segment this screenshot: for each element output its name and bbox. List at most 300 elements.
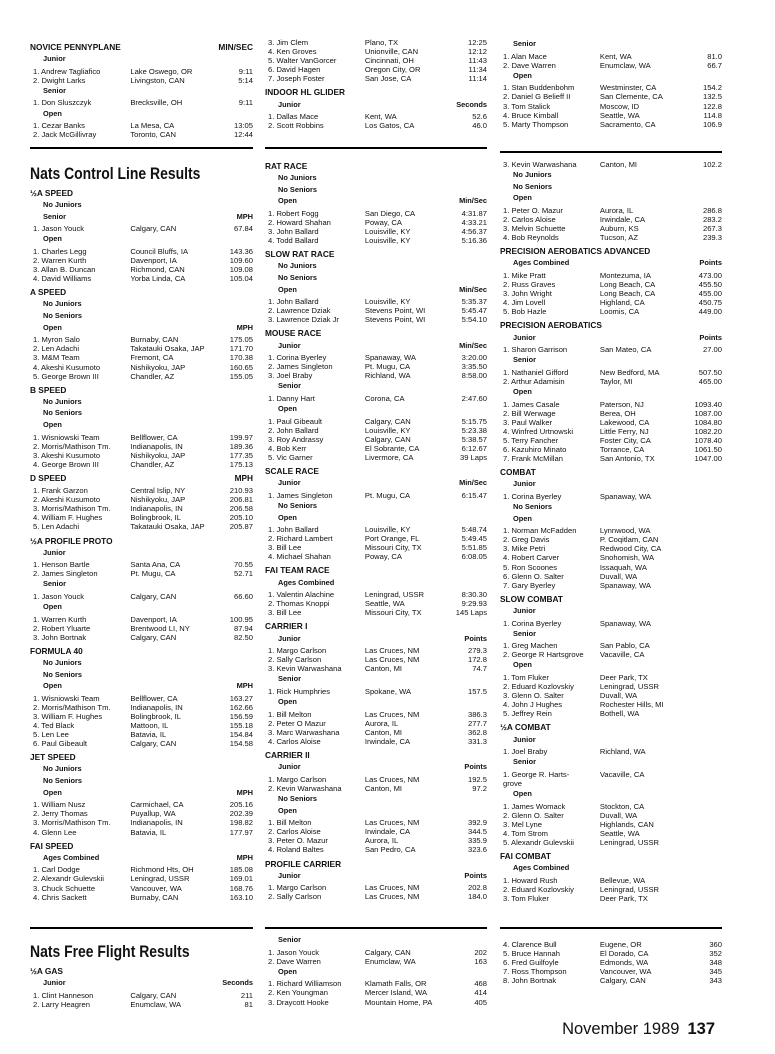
competitor-location: Central Islip, NY — [130, 486, 186, 496]
competitor-location: Leningrad, USSR — [130, 874, 190, 884]
competitor-location: Stockton, CA — [599, 801, 645, 811]
competitor-name: 5. Len Adachi — [33, 522, 80, 532]
event-block — [500, 940, 722, 985]
result-value: 6:12.67 — [461, 443, 487, 453]
result-row — [30, 809, 253, 818]
competitor-location: Kent, WA — [364, 112, 397, 122]
competitor-name: 5. Bob Hazle — [503, 307, 547, 317]
result-value: 198.82 — [229, 818, 253, 828]
event-block — [30, 967, 253, 1009]
competitor-name: 1. Myron Salo — [33, 335, 80, 345]
competitor-name: 2. George R Hartsgrove — [503, 650, 584, 660]
class-label — [278, 807, 487, 816]
result-value — [682, 829, 722, 838]
competitor-name: 2. Morris/Mathison Tm. — [33, 702, 111, 712]
section-divider — [30, 927, 253, 929]
competitor-location: Edmonds, WA — [599, 958, 649, 968]
competitor-name: 3. Chuck Schuette — [33, 883, 96, 893]
competitor-name: 1. James Womack — [503, 801, 566, 811]
result-row — [500, 802, 722, 811]
competitor-name: 1. Mike Pratt — [503, 270, 546, 280]
top-column-3 — [500, 38, 722, 130]
competitor-location: Chandler, AZ — [130, 459, 175, 469]
event-block — [500, 723, 722, 847]
competitor-name: 3. Morris/Mathison Tm. — [33, 818, 111, 828]
result-value: 1082.20 — [694, 426, 722, 436]
class-label — [278, 405, 487, 414]
result-row — [265, 394, 487, 403]
result-value: 277.7 — [467, 718, 487, 728]
class-name: No Seniors — [278, 794, 318, 803]
result-value: 70.55 — [233, 560, 253, 570]
competitor-location: Enumclaw, WA — [364, 956, 416, 966]
competitor-name: 3. Peter O. Mazur — [268, 836, 328, 846]
result-row — [30, 451, 253, 460]
competitor-location: Burnaby, CAN — [130, 892, 179, 902]
competitor-name: 1. Wisniowski Team — [33, 432, 100, 442]
competitor-location: Richland, WA — [364, 371, 411, 381]
event-title — [500, 723, 722, 732]
unit-label: MPH — [234, 473, 253, 483]
result-row — [30, 513, 253, 522]
event-block — [265, 88, 487, 130]
result-row — [265, 47, 487, 56]
class-name: Senior — [43, 86, 66, 95]
class-label — [513, 183, 722, 192]
control-line-column-3 — [500, 160, 722, 924]
result-value: 6:15.47 — [461, 490, 487, 500]
competitor-location: Missouri City, TX — [364, 608, 422, 618]
competitor-name: 1. Peter O. Mazur — [503, 205, 563, 215]
class-name: Junior — [513, 480, 536, 489]
event-name: A SPEED — [30, 288, 67, 298]
result-value: 5:38.57 — [461, 434, 487, 444]
result-value: 205.16 — [229, 800, 253, 810]
class-name: Junior — [43, 548, 66, 557]
class-name: Senior — [278, 382, 301, 391]
result-value: 87.94 — [233, 623, 253, 633]
competitor-location: Las Cruces, NM — [364, 892, 420, 902]
result-value: 143.36 — [229, 246, 253, 256]
competitor-name: 1. Paul Gibeault — [268, 416, 323, 426]
event-name: FAI COMBAT — [500, 852, 552, 862]
result-row — [500, 572, 722, 581]
competitor-location: Calgary, CAN — [364, 947, 411, 957]
competitor-location: Spokane, WA — [364, 687, 412, 696]
result-value: 1087.00 — [694, 408, 722, 418]
result-row — [500, 492, 722, 501]
result-value: 5:51.85 — [461, 543, 487, 553]
result-row — [265, 315, 487, 324]
class-label — [278, 262, 487, 271]
result-value: 345 — [709, 967, 722, 977]
event-block — [265, 329, 487, 462]
competitor-location: Eugene, OR — [599, 940, 642, 949]
competitor-name: 4. Akeshi Kusumoto — [33, 362, 101, 372]
result-value: 175.05 — [229, 335, 253, 345]
result-value: 160.65 — [229, 362, 253, 372]
class-label — [513, 758, 722, 767]
competitor-name: 6. Glenn O. Salter — [503, 571, 564, 581]
result-value: 12:44 — [233, 130, 253, 140]
competitor-name: 2. Dwight Larks — [33, 75, 86, 85]
result-value: 344.5 — [467, 827, 487, 837]
competitor-name: 1. Andrew Tagliafico — [33, 66, 101, 76]
competitor-name: 6. Fred Guilfoyle — [503, 958, 559, 968]
competitor-name: 2. Glenn O. Salter — [503, 810, 564, 820]
competitor-location: Spanaway, WA — [599, 618, 651, 628]
class-name: Senior — [513, 629, 536, 638]
result-row — [265, 728, 487, 737]
free-flight-column-3 — [500, 940, 722, 986]
result-row — [500, 445, 722, 454]
result-row — [500, 233, 722, 242]
competitor-location: Highlands, CAN — [599, 819, 654, 829]
competitor-location: Leningrad, USSR — [599, 838, 659, 847]
result-value — [682, 581, 722, 590]
result-value: 13:05 — [233, 121, 253, 131]
event-name: JET SPEED — [30, 753, 76, 763]
competitor-location: Leningrad, USSR — [364, 590, 424, 600]
competitor-location: Fremont, CA — [130, 353, 174, 363]
competitor-name: 3. Paul Walker — [503, 417, 553, 427]
competitor-name: 4. Winfred Urtnowski — [503, 426, 574, 436]
free-flight-column-2 — [265, 934, 487, 1008]
event-block — [30, 386, 253, 469]
result-value: 157.5 — [467, 687, 487, 696]
event-name: SCALE RACE — [265, 467, 319, 477]
result-row — [265, 74, 487, 83]
result-row — [500, 619, 722, 628]
class-label — [513, 790, 722, 799]
competitor-location: Davenport, IA — [130, 256, 177, 266]
result-row — [500, 949, 722, 958]
result-value: 132.5 — [702, 92, 722, 102]
result-value: 279.3 — [467, 646, 487, 656]
class-name: Open — [43, 323, 62, 332]
result-value: 5:54.10 — [461, 315, 487, 325]
result-row — [30, 433, 253, 442]
result-row — [30, 712, 253, 721]
result-row — [500, 280, 722, 289]
class-label — [278, 101, 487, 110]
result-value — [682, 747, 722, 756]
result-value — [682, 820, 722, 829]
result-row — [30, 730, 253, 739]
result-row — [265, 371, 487, 380]
result-value — [682, 641, 722, 650]
event-name: CARRIER I — [265, 622, 308, 632]
competitor-name: 2. James Singleton — [268, 362, 333, 372]
result-value — [682, 779, 722, 788]
competitor-location: Spanaway, WA — [364, 353, 416, 363]
competitor-name: 4. George Brown III — [33, 459, 99, 469]
competitor-name: 3. Morris/Mathison Tm. — [33, 504, 111, 514]
event-title — [30, 474, 253, 483]
result-row — [500, 83, 722, 92]
competitor-location: Seattle, WA — [599, 110, 640, 120]
competitor-name: 7. Joseph Foster — [268, 74, 325, 84]
competitor-name: 3. Allan B. Duncan — [33, 265, 96, 275]
class-name: Senior — [513, 356, 536, 365]
competitor-name: 2. Eduard Kozlovskiy — [503, 682, 574, 692]
event-name: ½A GAS — [30, 967, 63, 976]
competitor-location: Bolingbrook, IL — [130, 712, 182, 721]
result-value: 9:11 — [238, 66, 253, 76]
result-value: 177.35 — [229, 450, 253, 460]
class-label — [513, 388, 722, 397]
class-label — [278, 382, 487, 391]
competitor-location: Deer Park, TX — [599, 673, 648, 682]
class-label — [278, 342, 487, 351]
event-name: PRECISION AEROBATICS ADVANCED — [500, 247, 651, 257]
competitor-name: 3. Mike Petri — [503, 544, 546, 554]
class-label — [278, 795, 487, 804]
competitor-location: Lake Oswego, OR — [130, 66, 193, 76]
result-value — [682, 811, 722, 820]
competitor-name: 2. Alexandr Gulevskii — [33, 874, 104, 884]
competitor-name: 1. Valentin Alachine — [268, 590, 335, 600]
event-title — [265, 860, 487, 869]
competitor-location: Vacaville, CA — [599, 769, 645, 779]
control-line-column-2 — [265, 157, 487, 924]
result-row — [500, 526, 722, 535]
result-value: 455.00 — [698, 289, 722, 299]
result-row — [500, 838, 722, 847]
class-name: No Seniors — [513, 503, 553, 511]
result-row — [30, 335, 253, 344]
result-row — [265, 608, 487, 617]
class-name: Open — [513, 790, 532, 799]
competitor-location: Bellflower, CA — [130, 432, 178, 442]
event-title — [265, 467, 487, 476]
result-row — [30, 274, 253, 283]
class-name: Open — [43, 788, 62, 797]
result-row — [500, 673, 722, 682]
result-row — [500, 206, 722, 215]
competitor-name: 2. John Ballard — [268, 425, 319, 435]
result-value: 392.9 — [467, 818, 487, 828]
competitor-location: Poway, CA — [364, 552, 402, 562]
result-value: 163.27 — [229, 693, 253, 703]
class-name: Ages Combined — [43, 853, 100, 862]
competitor-location: San Jose, CA — [364, 74, 412, 84]
competitor-location: P. Coqitlam, CAN — [599, 535, 659, 545]
event-title — [265, 250, 487, 259]
result-value: 211 — [240, 990, 253, 1000]
result-row — [265, 710, 487, 719]
result-row — [500, 553, 722, 562]
result-value: 202.39 — [229, 809, 253, 819]
result-row — [265, 737, 487, 746]
competitor-location: Richmond Hts, OH — [130, 865, 194, 875]
competitor-location: Duvall, WA — [599, 571, 638, 581]
section-divider — [500, 927, 722, 929]
result-row — [30, 800, 253, 809]
unit-label: Points — [699, 333, 722, 342]
result-row — [500, 641, 722, 650]
result-row — [265, 988, 487, 997]
competitor-location: San Antonio, TX — [599, 454, 655, 464]
competitor-location: San Pablo, CA — [599, 641, 650, 651]
competitor-name: 1. Clint Hanneson — [33, 990, 94, 1000]
unit-label: Min/Sec — [459, 197, 487, 206]
class-name: Senior — [43, 580, 66, 589]
result-value — [682, 691, 722, 700]
class-label — [278, 274, 487, 283]
result-row — [500, 958, 722, 967]
competitor-name: 3. Akeshi Kusumoto — [33, 450, 101, 460]
unit-label: MPH — [236, 212, 253, 221]
competitor-location: La Mesa, CA — [130, 121, 175, 131]
result-row — [265, 65, 487, 74]
result-row — [265, 948, 487, 957]
event-name: RAT RACE — [265, 162, 308, 171]
competitor-location: Las Cruces, NM — [364, 646, 420, 656]
result-value: 11:14 — [468, 74, 487, 84]
event-name: FORMULA 40 — [30, 646, 83, 656]
class-label — [43, 201, 253, 210]
competitor-location: Montezuma, IA — [599, 270, 651, 280]
event-name: PRECISION AEROBATICS — [500, 321, 602, 331]
result-row — [265, 491, 487, 500]
competitor-location: Lynnwood, WA — [599, 526, 651, 536]
competitor-name: 4. Jim Lovell — [503, 298, 546, 308]
result-row — [500, 368, 722, 377]
result-row — [30, 265, 253, 274]
result-row — [500, 224, 722, 233]
result-row — [265, 599, 487, 608]
result-value: 154.2 — [702, 83, 722, 93]
competitor-name: 1. Greg Machen — [503, 641, 558, 651]
competitor-name: 3. John Wright — [503, 289, 552, 299]
event-block — [500, 160, 722, 242]
event-title — [30, 43, 253, 52]
competitor-location: Seattle, WA — [364, 599, 405, 609]
result-value: 405 — [474, 997, 487, 1007]
competitor-location: Redwood City, CA — [599, 544, 662, 554]
result-value: 145 Laps — [455, 608, 487, 618]
competitor-location: Louisville, KY — [364, 227, 411, 237]
result-row — [500, 436, 722, 445]
competitor-name: 4. Carlos Aloise — [268, 736, 321, 746]
result-value: 12:12 — [467, 47, 487, 57]
class-label — [43, 398, 253, 407]
result-value: 386.3 — [467, 709, 487, 719]
result-value: 170.38 — [229, 353, 253, 363]
competitor-location: Santa Ana, CA — [130, 560, 181, 570]
result-row — [500, 563, 722, 572]
result-row — [265, 453, 487, 462]
competitor-location: Cincinnati, OH — [364, 56, 414, 66]
unit-label: MPH — [236, 682, 253, 691]
result-row — [500, 820, 722, 829]
result-row — [265, 236, 487, 245]
class-label — [43, 87, 253, 96]
unit-label: MPH — [236, 853, 253, 862]
result-row — [30, 224, 253, 233]
competitor-name: 2. Carlos Aloise — [268, 827, 321, 837]
competitor-location: Livermore, CA — [364, 453, 414, 463]
competitor-name: 1. Cezar Banks — [33, 121, 85, 131]
result-value: 5:23.38 — [461, 425, 487, 435]
competitor-location: Long Beach, CA — [599, 289, 656, 299]
competitor-name: 5. Ron Scoones — [503, 562, 558, 572]
result-row — [500, 876, 722, 885]
event-block — [500, 40, 722, 129]
class-name: Ages Combined — [513, 259, 570, 268]
result-row — [265, 552, 487, 561]
event-name: ½A PROFILE PROTO — [30, 536, 113, 546]
competitor-location: Aurora, IL — [364, 836, 399, 846]
result-row — [500, 581, 722, 590]
result-value: 199.97 — [229, 432, 253, 442]
result-row — [500, 102, 722, 111]
competitor-name: 2. Dave Warren — [503, 60, 556, 70]
competitor-name: 2. Jerry Thomas — [33, 809, 88, 819]
competitor-location: Vacaville, CA — [599, 650, 645, 660]
competitor-location: Leningrad, USSR — [599, 884, 659, 894]
result-value: 52.71 — [233, 569, 253, 579]
result-row — [265, 818, 487, 827]
class-label — [278, 635, 487, 644]
competitor-location: Richmond, CAN — [130, 265, 185, 275]
event-name: CARRIER II — [265, 751, 310, 761]
competitor-name: 2. Larry Heagren — [33, 999, 90, 1009]
event-block — [30, 753, 253, 836]
competitor-location: Livingston, CAN — [130, 75, 185, 85]
competitor-location: Pt. Mugu, CA — [364, 362, 411, 372]
class-name: Senior — [43, 212, 66, 221]
event-block — [265, 936, 487, 1007]
competitor-location: Davenport, IA — [130, 614, 177, 624]
class-label — [43, 110, 253, 119]
competitor-name: 1. Richard Williamson — [268, 979, 342, 989]
competitor-location: Aurora, IL — [364, 718, 399, 728]
result-value: 267.3 — [702, 224, 722, 234]
class-name: Junior — [513, 606, 536, 615]
class-name: No Juniors — [43, 300, 82, 309]
event-name: MOUSE RACE — [265, 329, 322, 339]
result-row — [500, 215, 722, 224]
event-name: FAI SPEED — [30, 841, 74, 851]
competitor-name: 2. Scott Robbins — [268, 121, 324, 131]
result-row — [500, 770, 722, 779]
result-row — [30, 504, 253, 513]
result-value: 1093.40 — [694, 399, 722, 409]
event-title — [500, 595, 722, 604]
result-value: 331.3 — [467, 736, 487, 746]
competitor-name: 1. Frank Garzon — [33, 486, 88, 496]
result-value: 323.6 — [467, 845, 487, 855]
competitor-name: 2. Sally Carlson — [268, 892, 322, 902]
competitor-name: 2. Warren Kurth — [33, 256, 87, 266]
class-name: Open — [43, 603, 62, 612]
event-block — [500, 247, 722, 316]
competitor-name: 2. Dave Warren — [268, 956, 321, 966]
result-row — [265, 112, 487, 121]
result-row — [500, 409, 722, 418]
competitor-name: 4. Robert Carver — [503, 553, 560, 563]
competitor-name: 1. Nathaniel Gifford — [503, 367, 569, 377]
result-row — [265, 784, 487, 793]
competitor-name: 3. M&M Team — [33, 353, 80, 363]
result-value — [682, 838, 722, 847]
result-row — [500, 940, 722, 949]
event-name: ½A COMBAT — [500, 723, 551, 733]
competitor-location: Enumclaw, WA — [130, 999, 182, 1009]
result-value: 52.6 — [472, 112, 487, 122]
